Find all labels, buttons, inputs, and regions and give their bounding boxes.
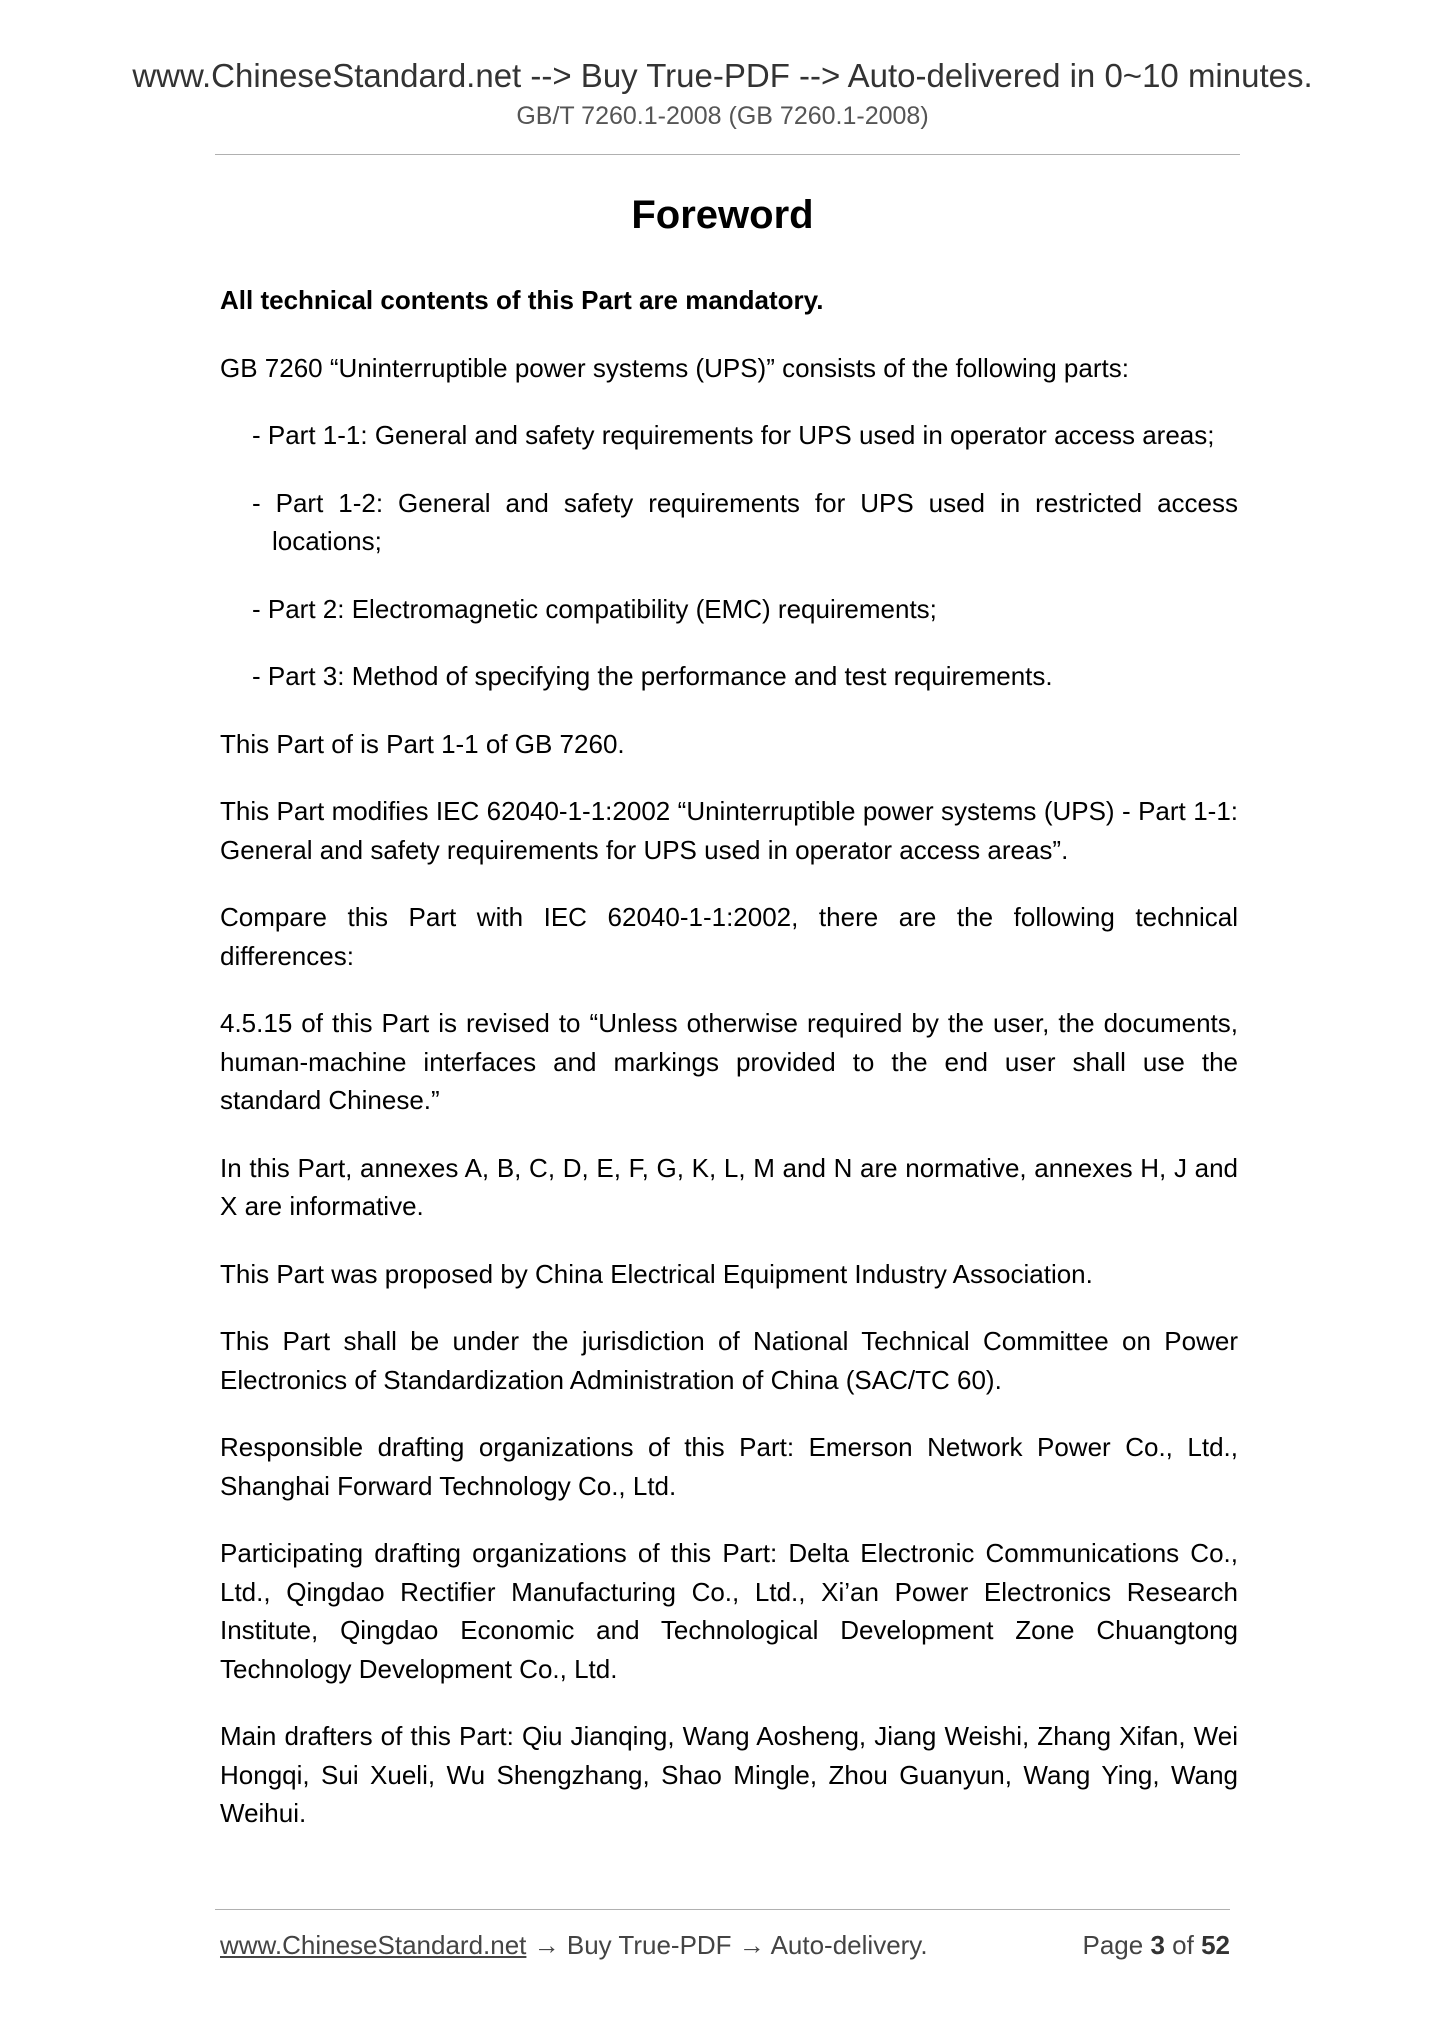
paragraph-this-part: This Part of is Part 1-1 of GB 7260. bbox=[220, 728, 625, 759]
page-word: Page bbox=[1082, 1930, 1144, 1960]
header-divider bbox=[215, 154, 1240, 155]
list-item-part-3: - Part 3: Method of specifying the performance and test requirements. bbox=[252, 661, 1053, 691]
list-item-part-1-1: - Part 1-1: General and safety requirements for UPS used in operator access areas; bbox=[252, 420, 1215, 450]
list-item-part-1-2: - Part 1-2: General and safety requirements for UPS used in restricted access locations; bbox=[252, 487, 1238, 556]
page-title: Foreword bbox=[631, 193, 814, 237]
total-page-count: 52 bbox=[1201, 1930, 1230, 1960]
page-indicator bbox=[1082, 1928, 1230, 1962]
footer-divider bbox=[215, 1909, 1230, 1910]
paragraph-modifies: This Part modifies IEC 62040-1-1:2002 “Uninterruptible power systems (UPS) - Part 1-1: General and safety requirements for UPS used in operator access areas”. bbox=[220, 796, 1238, 865]
of-word: of bbox=[1172, 1930, 1194, 1960]
current-page-number: 3 bbox=[1150, 1930, 1165, 1960]
paragraph-annexes: In this Part, annexes A, B, C, D, E, F, G, K, L, M and N are normative, annexes H, J and X are informative. bbox=[220, 1152, 1238, 1221]
header-promo-line: www.ChineseStandard.net --> Buy True-PDF --> Auto-delivered in 0~10 minutes. bbox=[132, 57, 1313, 94]
list-item-part-2: - Part 2: Electromagnetic compatibility (EMC) requirements; bbox=[252, 593, 937, 624]
footer-site-link[interactable]: www.ChineseStandard.net bbox=[220, 1930, 527, 1960]
paragraph-revised: 4.5.15 of this Part is revised to “Unless otherwise required by the user, the documents, human-machine interfaces and markings provided to the end user shall use the standard Chinese.” bbox=[220, 1008, 1238, 1115]
paragraph-drafters: Main drafters of this Part: Qiu Jianqing, Wang Aosheng, Jiang Weishi, Zhang Xifan, Wei Hongqi, Sui Xueli, Wu Shengzhang, Shao Mingle, Zhou Guanyun, Wang Ying, Wang Weihui. bbox=[220, 1721, 1238, 1828]
paragraph-consists: GB 7260 “Uninterruptible power systems (UPS)” consists of the following parts: bbox=[220, 352, 1129, 383]
paragraph-responsible: Responsible drafting organizations of this Part: Emerson Network Power Co., Ltd., Shanghai Forward Technology Co., Ltd. bbox=[220, 1432, 1238, 1501]
paragraph-compare: Compare this Part with IEC 62040-1-1:2002, there are the following technical differences: bbox=[220, 902, 1238, 971]
paragraph-jurisdiction: This Part shall be under the jurisdiction of National Technical Committee on Power Electronics of Standardization Administration of China (SAC/TC 60). bbox=[220, 1326, 1238, 1395]
paragraph-proposed: This Part was proposed by China Electrical Equipment Industry Association. bbox=[220, 1258, 1093, 1289]
paragraph-participating: Participating drafting organizations of this Part: Delta Electronic Communications Co., Ltd., Qingdao Rectifier Manufacturing Co., Ltd., Xi’an Power Electronics Research Institute, Qingdao Economic and Technological Development Zone Chuangtong Technology Development Co., Ltd. bbox=[220, 1538, 1238, 1684]
header-standard-number: GB/T 7260.1-2008 (GB 7260.1-2008) bbox=[516, 102, 929, 130]
page-footer bbox=[220, 1928, 1230, 1962]
paragraph-mandatory: All technical contents of this Part are mandatory. bbox=[220, 285, 824, 315]
foreword-body bbox=[220, 281, 1238, 1862]
page-header bbox=[0, 56, 1445, 132]
footer-delivery-text: → Buy True-PDF → Auto-delivery. bbox=[526, 1930, 928, 1960]
